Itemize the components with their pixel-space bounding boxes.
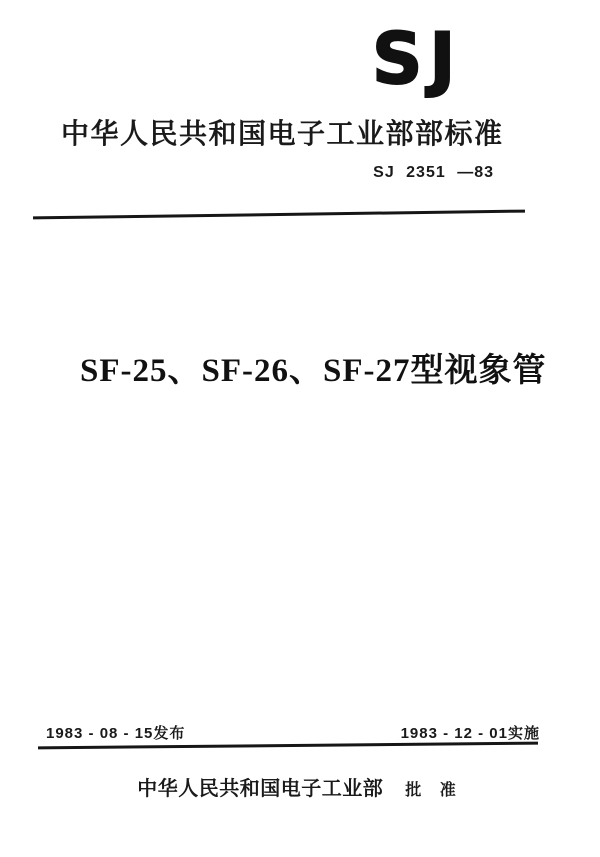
ministry-standard-header: 中华人民共和国电子工业部部标准: [61, 118, 504, 149]
approval-line: [0, 772, 600, 801]
implementation-date: 1983 - 12 - 01实施: [400, 725, 540, 742]
issue-date: 1983 - 08 - 15发布: [46, 725, 186, 742]
footer-dates-row: [46, 722, 540, 743]
document-title: SF-25、SF-26、SF-27型视象管: [80, 353, 547, 389]
sj-logo: SJ: [372, 18, 463, 100]
approval-authority: 中华人民共和国电子工业部: [137, 778, 384, 800]
top-rule: [33, 210, 525, 220]
standard-number: SJ 2351 —83: [373, 164, 494, 181]
approval-label: 批 准: [405, 782, 463, 799]
